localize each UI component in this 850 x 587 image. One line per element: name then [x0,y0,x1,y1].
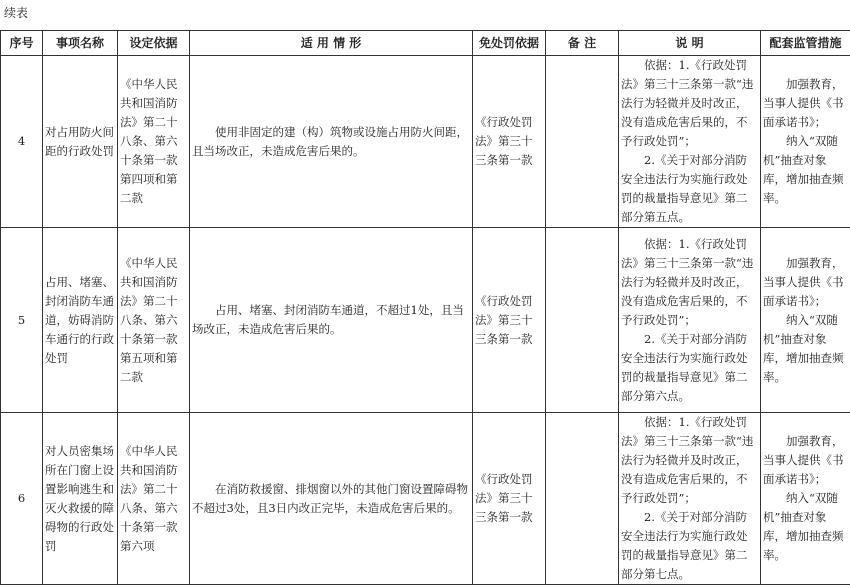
header-explanation: 说 明 [619,31,761,56]
row-item-name: 对人员密集场所在门窗上设置影响逃生和灭火救援的障碍物的行政处罚 [43,413,118,585]
row-explanation [619,413,761,585]
header-seq: 序号 [1,31,43,56]
row-explanation-part-2: 2.《关于对部分消防安全违法行为实施行政处罚的裁量指导意见》第二部分第六点。 [621,331,748,403]
row-explanation-part-2: 2.《关于对部分消防安全违法行为实施行政处罚的裁量指导意见》第二部分第五点。 [621,153,748,224]
row-measures [761,413,850,585]
row-explanation-part-1: 依据：1.《行政处罚法》第三十三条第一款“违法行为轻微并及时改正，没有造成危害后果的，不予行政处罚”； [621,58,754,148]
row-conditions-text: 使用非固定的建（构）筑物或设施占用防火间距，且当场改正，未造成危害后果的。 [192,124,468,158]
row-remarks [546,228,619,413]
row-remarks [546,413,619,585]
row-exemption-basis: 《行政处罚法》第三十三条第一款 [473,228,546,413]
header-exemption: 免处罚依据 [473,31,546,56]
row-conditions [190,228,473,413]
row-measures-part-1: 加强教育，当事人提供《书面承诺书》； [763,255,844,308]
row-measures-part-2: 纳入“双随机”抽查对象库，增加抽查频率。 [763,312,844,384]
row-explanation [619,56,761,228]
continued-label: 续表 [4,6,29,20]
header-basis: 设定依据 [118,31,190,56]
row-conditions-text: 占用、堵塞、封闭消防车通道，不超过1处，且当场改正，未造成危害后果的。 [192,303,464,336]
row-legal-basis: 《中华人民共和国消防法》第二十八条、第六十条第一款第六项 [118,413,190,585]
row-explanation-part-2: 2.《关于对部分消防安全违法行为实施行政处罚的裁量指导意见》第二部分第七点。 [621,510,748,581]
row-legal-basis: 《中华人民共和国消防法》第二十八条、第六十条第一款第四项和第二款 [118,56,190,228]
row-measures-part-1: 加强教育，当事人提供《书面承诺书》； [763,434,844,486]
row-explanation-part-1: 依据：1.《行政处罚法》第三十三条第一款“违法行为轻微并及时改正，没有造成危害后果的，不予行政处罚”； [621,236,754,327]
row-conditions [190,413,473,585]
row-seq: 4 [1,56,43,228]
row-exemption-basis: 《行政处罚法》第三十三条第一款 [473,56,546,228]
row-item-name: 对占用防火间距的行政处罚 [43,56,118,228]
row-seq: 5 [1,228,43,413]
row-measures-part-1: 加强教育，当事人提供《书面承诺书》； [763,77,844,129]
table-row [1,56,850,228]
table-header-row [1,31,850,56]
row-measures-part-2: 纳入“双随机”抽查对象库，增加抽查频率。 [763,134,844,205]
table-row [1,413,850,585]
row-conditions [190,56,473,228]
row-measures [761,228,850,413]
header-conditions: 适 用 情 形 [190,31,473,56]
row-measures [761,56,850,228]
header-measures: 配套监管措施 [761,31,850,56]
header-name: 事项名称 [43,31,118,56]
row-measures-part-2: 纳入“双随机”抽查对象库，增加抽查频率。 [763,491,844,562]
header-remarks: 备 注 [546,31,619,56]
row-remarks [546,56,619,228]
row-seq: 6 [1,413,43,585]
row-explanation [619,228,761,413]
row-exemption-basis: 《行政处罚法》第三十三条第一款 [473,413,546,585]
row-explanation-part-1: 依据：1.《行政处罚法》第三十三条第一款“违法行为轻微并及时改正，没有造成危害后果的，不予行政处罚”； [621,415,754,505]
row-item-name: 占用、堵塞、封闭消防车通道，妨碍消防车通行的行政处罚 [43,228,118,413]
exemption-table [0,30,850,585]
table-row [1,228,850,413]
row-legal-basis: 《中华人民共和国消防法》第二十八条、第六十条第一款第五项和第二款 [118,228,190,413]
row-conditions-text: 在消防救援窗、排烟窗以外的其他门窗设置障碍物不超过3处，且3日内改正完毕，未造成危害后果的。 [192,481,468,515]
